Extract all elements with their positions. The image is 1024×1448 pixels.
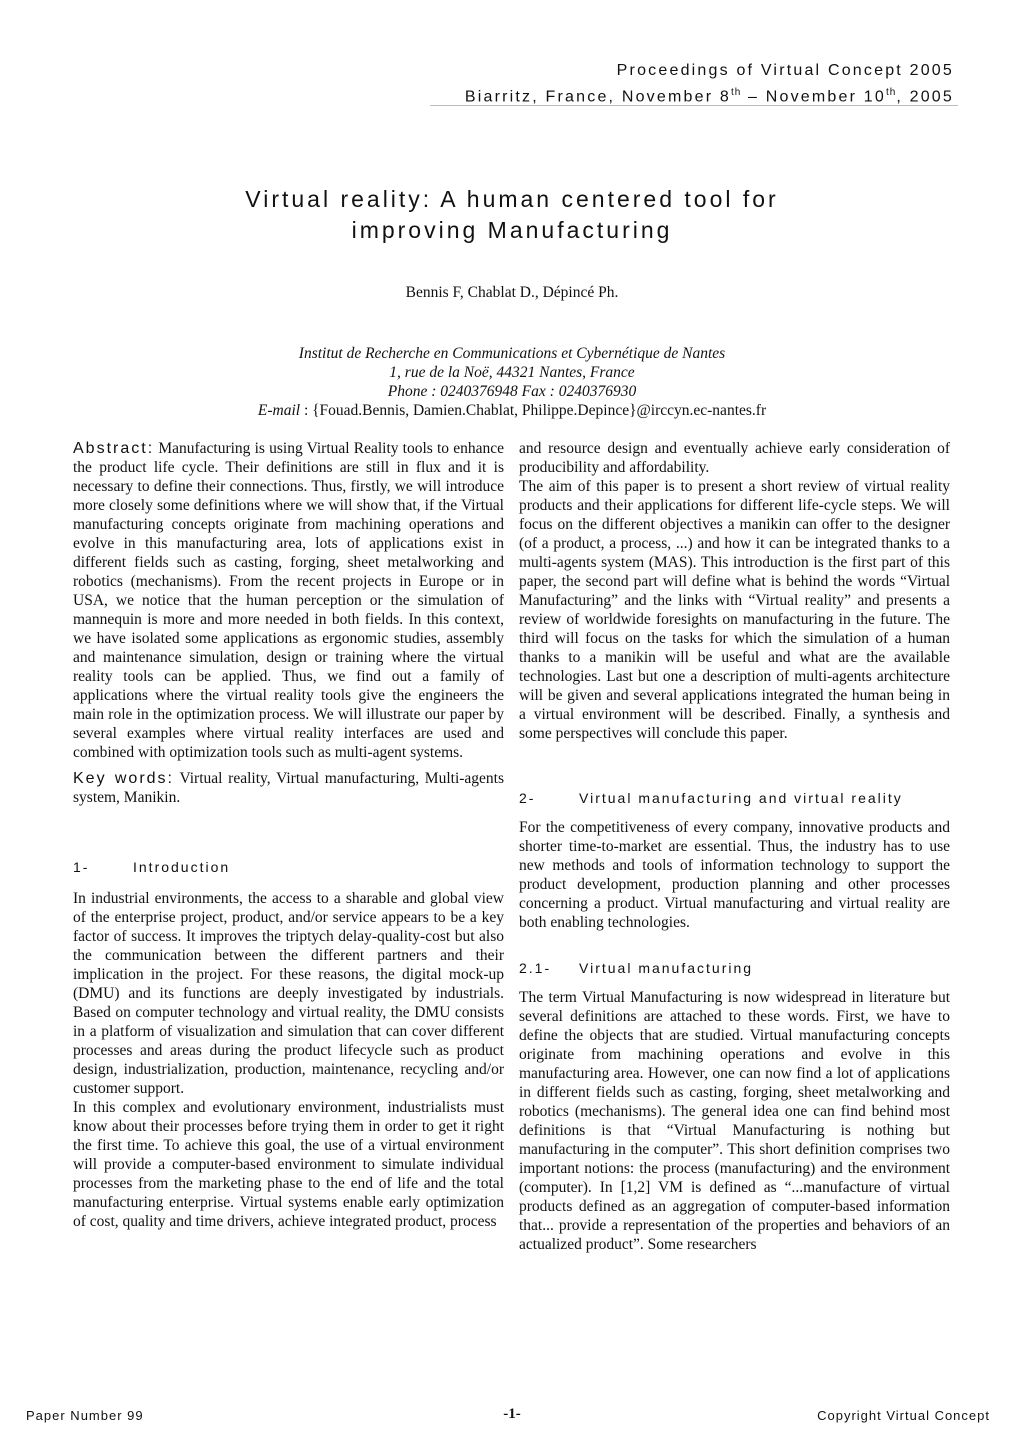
header-date-mid: – November 10 (741, 88, 886, 106)
abstract-label: Abstract: (73, 440, 155, 457)
proceedings-header (465, 60, 954, 108)
header-date-end: , 2005 (896, 88, 954, 106)
author-list: Bennis F, Chablat D., Dépincé Ph. (405, 284, 619, 301)
paper-title (0, 184, 1024, 246)
section-2-1-paragraph-1: The term Virtual Manufacturing is now widespread in literature but several definitions are attached to these words. First, we have to define the objects that are studied. Virtual manufacturing concepts originate from machining operations and evolve in this manufacturing area. However, one can now find a lot of applications in different fields such as casting, forging, sheet metalworking and robotics (mechanisms). The general idea one can find behind most definitions is that “Virtual Manufacturing is nothing but manufacturing in the computer”. This short definition comprises two important notions: the process (manufacturing) and the environment (computer). In [1,2] VM is defined as “...manufacture of virtual products defined as an aggregation of computer-based information that... provide a representation of the properties and behaviors of an actualized product”. Some researchers (519, 989, 950, 1253)
institute-address: 1, rue de la Noë, 44321 Nantes, France (389, 364, 635, 381)
section-2-title: Virtual manufacturing and virtual reality (579, 790, 903, 806)
footer-paper-number: Paper Number 99 (26, 1408, 144, 1423)
left-column (73, 439, 504, 1231)
email-label: E-mail (257, 402, 301, 419)
keywords-paragraph (73, 769, 504, 807)
section-2-1-number: 2.1- (519, 960, 552, 976)
email-addresses: : {Fouad.Bennis, Damien.Chablat, Philippe.Depince}@irccyn.ec-nantes.fr (300, 402, 767, 419)
section-2-heading (519, 789, 950, 808)
title-line-2: improving Manufacturing (351, 217, 673, 243)
section-2-1-title: Virtual manufacturing (579, 960, 754, 976)
section-1-heading (73, 858, 504, 877)
phone-fax: Phone : 0240376948 Fax : 0240376930 (387, 383, 637, 400)
section-1-number: 1- (73, 859, 90, 875)
section-1-paragraph-2: In this complex and evolutionary environment, industrialists must know about their processes before trying them in order to get it right the first time. To achieve this goal, the use of a virtual environment will provide a computer-based environment to simulate individual processes from the marketing phase to the end of life and the total manufacturing enterprise. Virtual systems enable early optimization of cost, quality and time drivers, achieve integrated product, process (73, 1099, 504, 1230)
section-2-number: 2- (519, 790, 536, 806)
header-date-start: Biarritz, France, November 8 (464, 88, 731, 106)
section-2-paragraph-1: For the competitiveness of every company, innovative products and shorter time-to-market are essential. Thus, the industry has to use new methods and tools of information technology to support the product development, production planning and other processes concerning a product. Virtual manufacturing and virtual reality are both enabling technologies. (519, 819, 950, 931)
header-sup-2: th (885, 87, 897, 98)
section-1-title: Introduction (133, 859, 231, 875)
header-sup-1: th (730, 87, 742, 98)
footer-page-number: -1- (503, 1406, 521, 1422)
institute-name: Institut de Recherche en Communications et Cybernétique de Nantes (298, 345, 726, 362)
intro-continued-paragraph: and resource design and eventually achieve early consideration of producibility and affordability. (519, 440, 950, 476)
header-line-1: Proceedings of Virtual Concept 2005 (616, 62, 954, 79)
right-column (519, 439, 950, 1254)
affiliation-block (0, 344, 1024, 420)
title-line-1: Virtual reality: A human centered tool for (245, 186, 779, 212)
footer-copyright: Copyright Virtual Concept (817, 1408, 990, 1423)
section-1-paragraph-1: In industrial environments, the access to a sharable and global view of the enterprise project, product, and/or service appears to be a key factor of success. It improves the triptych delay-quality-cost but also the communication between the different partners and their implication in the project. For these reasons, the digital mock-up (DMU) and its functions are deeply investigated by industrials. Based on computer technology and virtual reality, the DMU consists in a platform of visualization and simulation that can cover different processes and areas during the product lifecycle such as product design, industrialization, production, maintenance, recycling and/or customer support. (73, 890, 504, 1097)
email-line (0, 401, 1024, 420)
abstract-paragraph (73, 439, 504, 762)
abstract-text: Manufacturing is using Virtual Reality tools to enhance the product life cycle. Their definitions are still in flux and it is necessary to define their connections. Thus, firstly, we will introduce more closely some definitions where we will show that, if the Virtual manufacturing concepts originate from machining operations and evolve in this manufacturing area, lots of applications exist in different fields such as casting, forging, sheet metalworking and robotics (mechanisms). From the recent projects in Europe or in USA, we notice that the human perception or the simulation of mannequin is more and more needed in both fields. In this context, we have isolated some applications as ergonomic studies, assembly and maintenance simulation, design or training where the virtual reality tools can be applied. Thus, we find out a family of applications where the virtual reality tools give the engineers the main role in the optimization process. We will illustrate our paper by several examples where virtual reality interfaces are used and combined with optimization tools such as multi-agent systems. (73, 440, 504, 761)
keywords-label: Key words: (73, 770, 175, 787)
keywords-text: Virtual reality, Virtual manufacturing, Multi-agents system, Manikin. (73, 770, 505, 806)
section-2-1-heading (519, 959, 950, 978)
aim-paragraph: The aim of this paper is to present a short review of virtual reality products and their applications for different life-cycle steps. We will focus on the different objectives a manikin can offer to the designer (of a product, a process, ...) and how it can be integrated thanks to a multi-agents system (MAS). This introduction is the first part of this paper, the second part will define what is behind the words “Virtual Manufacturing” and the links with “Virtual reality” and presents a review of worldwide foresights on manufacturing in the future. The third will focus on the tasks for which the simulation of a human thanks to a manikin will be useful and what are the available technologies. Last but one a description of multi-agents architecture will be given and several applications integrated the human being in a virtual environment will be described. Finally, a synthesis and some perspectives will conclude this paper. (519, 478, 950, 742)
header-divider (430, 105, 958, 106)
